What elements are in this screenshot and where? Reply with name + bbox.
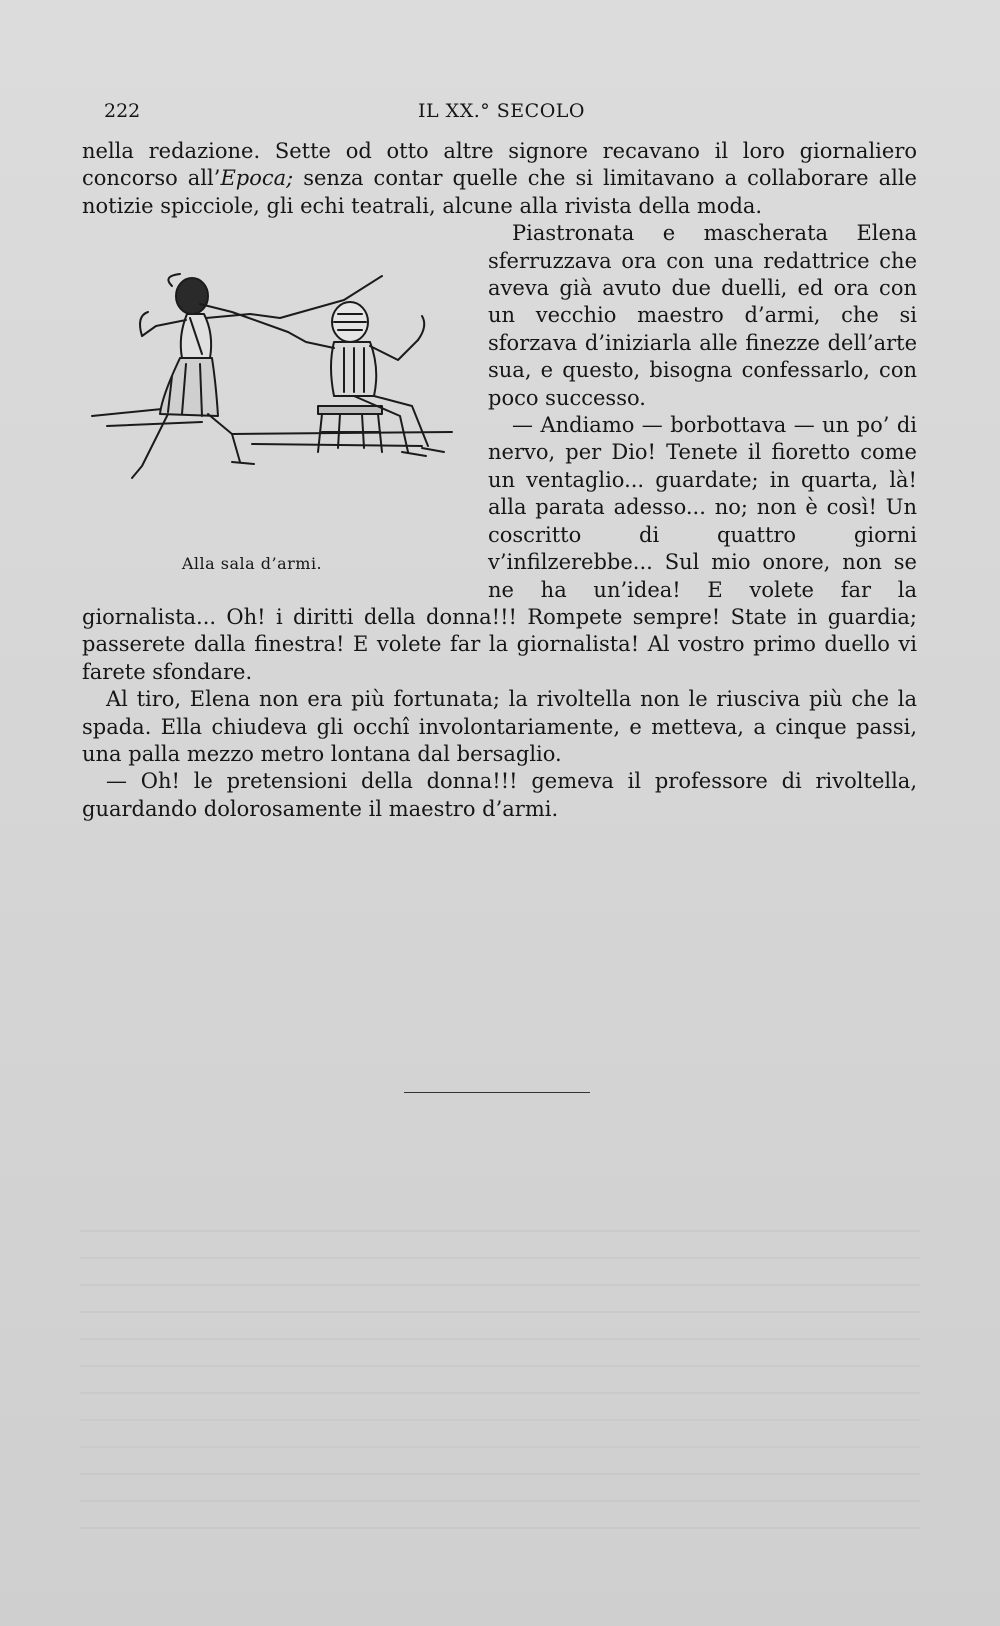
body-text <box>82 138 917 823</box>
figure-caption: Alla sala d’armi. <box>181 554 323 574</box>
page-header <box>0 100 1000 130</box>
illustration-figure <box>82 220 472 600</box>
paragraph-4: Al tiro, Elena non era più fortunata; la rivoltella non le riusciva più che la spada. Ella chiudeva gli occhî involontariamente, e metteva, a cinque passi, una palla mezzo metro lontana dal bersaglio. <box>82 687 917 766</box>
paragraph-3: — Andiamo — borbottava — un po’ di nervo, per Dio! Tenete il fioretto come un ventaglio... guardate; in quarta, là! alla parata adesso... no; non è così! Un coscritto di quattro giorni v’infilzerebbe... Sul mio onore, non se ne ha un’idea! E volete far la giornalista... Oh! i diritti della donna!!! Rompete sempre! State in guardia; passerete dalla finestra! E volete far la giornalista! Al vostro primo duello vi farete sfondare. <box>82 413 917 684</box>
paragraph-1-text-a: nella redazione. Sette od otto altre signore recavano il loro giornaliero concorso all’ <box>82 139 917 191</box>
page-number: 222 <box>104 100 141 122</box>
paragraph-5: — Oh! le pretensioni della donna!!! gemeva il professore di rivoltella, guardando dolorosamente il maestro d’armi. <box>82 769 917 821</box>
paragraph-1-text-b: senza contar quelle che si limitavano a collaborare alle notizie spicciole, gli echi teatrali, alcune alla rivista della moda. <box>82 166 917 218</box>
paragraph-2: Piastronata e mascherata Elena sferruzzava ora con una redattrice che aveva già avuto due duelli, ed ora con un vecchio maestro d’armi, che si sforzava d’iniziarla alle finezze dell’arte sua, e questo, bisogna confessarlo, con poco successo. <box>488 221 917 410</box>
section-rule <box>404 1092 590 1093</box>
fencing-lesson-illustration <box>82 256 472 536</box>
periodical-title: Epoca; <box>220 166 294 191</box>
show-through-texture <box>80 1230 920 1530</box>
running-title: IL XX.° SECOLO <box>418 100 585 122</box>
paragraph-1 <box>82 138 917 220</box>
